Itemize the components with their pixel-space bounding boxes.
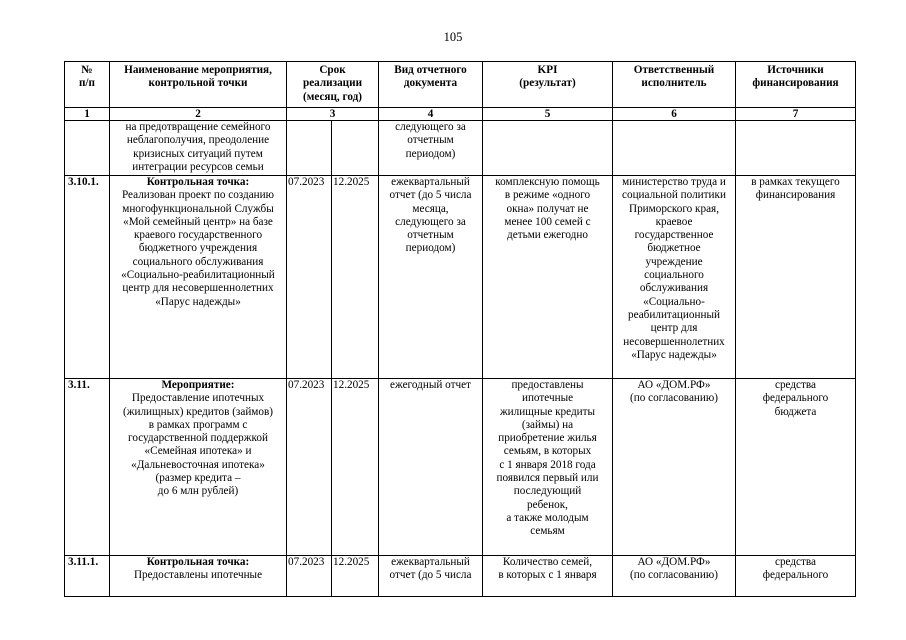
row-end-date: 12.2025	[332, 379, 379, 556]
row-report: ежегодный отчет	[379, 379, 483, 556]
row-report: следующего за отчетным периодом)	[379, 121, 483, 176]
row-financing	[736, 121, 856, 176]
row-kpi: Количество семей, в которых с 1 января	[483, 556, 613, 597]
column-number: 1	[65, 108, 110, 121]
table-row	[65, 379, 856, 556]
row-name-text: Предоставление ипотечных (жилищных) кредитов (займов) в рамках программ с государственной поддержкой «Семейная ипотека» и «Дальневосточная ипотека» (размер кредита – до 6 млн рублей)	[123, 392, 273, 498]
column-number-row	[65, 108, 856, 121]
table-header-row	[65, 62, 856, 108]
row-start-date: 07.2023	[287, 176, 332, 379]
row-name-text: Предоставлены ипотечные	[133, 569, 263, 582]
action-plan-table	[64, 61, 856, 597]
header-responsible: Ответственный исполнитель	[613, 62, 736, 108]
row-kpi	[483, 121, 613, 176]
column-number: 4	[379, 108, 483, 121]
row-financing: средства федерального	[736, 556, 856, 597]
row-number	[65, 121, 110, 176]
column-number: 3	[287, 108, 379, 121]
row-label: Контрольная точка:	[146, 556, 250, 568]
header-number: № п/п	[65, 62, 110, 108]
row-kpi: комплексную помощь в режиме «одного окна» получат не менее 100 семей с детьми ежегодно	[483, 176, 613, 379]
row-financing: в рамках текущего финансирования	[736, 176, 856, 379]
header-term: Срок реализации (месяц, год)	[287, 62, 379, 108]
header-name: Наименование мероприятия, контрольной точки	[110, 62, 287, 108]
row-number: 3.11.	[65, 379, 110, 556]
row-end-date: 12.2025	[332, 176, 379, 379]
row-end-date: 12.2025	[332, 556, 379, 597]
row-start-date	[287, 121, 332, 176]
column-number: 6	[613, 108, 736, 121]
table-row	[65, 556, 856, 597]
row-kpi: предоставлены ипотечные жилищные кредиты (займы) на приобретение жилья семьям, в которых с 1 января 2018 года появился первый или последующий ребенок, а также молодым семьям	[483, 379, 613, 556]
row-label: Контрольная точка:	[146, 176, 250, 188]
column-number: 7	[736, 108, 856, 121]
row-name	[110, 556, 287, 597]
row-name	[110, 121, 287, 176]
row-number: 3.10.1.	[65, 176, 110, 379]
row-number: 3.11.1.	[65, 556, 110, 597]
row-label: Мероприятие:	[161, 379, 235, 391]
page-number: 105	[443, 30, 463, 44]
row-start-date: 07.2023	[287, 556, 332, 597]
header-financing: Источники финансирования	[736, 62, 856, 108]
table-row	[65, 176, 856, 379]
row-name-text: на предотвращение семейного неблагополучия, преодоление кризисных ситуаций путем интеграции ресурсов семьи	[125, 121, 271, 173]
column-number: 5	[483, 108, 613, 121]
row-name	[110, 379, 287, 556]
table-row	[65, 121, 856, 176]
row-responsible: АО «ДОМ.РФ» (по согласованию)	[613, 556, 736, 597]
row-responsible: АО «ДОМ.РФ» (по согласованию)	[613, 379, 736, 556]
row-report: ежеквартальный отчет (до 5 числа	[379, 556, 483, 597]
column-number: 2	[110, 108, 287, 121]
row-name	[110, 176, 287, 379]
header-kpi: KPI (результат)	[483, 62, 613, 108]
row-responsible: министерство труда и социальной политики Приморского края, краевое государственное бюджетное учреждение социального обслуживания «Социально- реабилитационный центр для несовершеннолетних «Парус надежды»	[613, 176, 736, 379]
header-report: Вид отчетного документа	[379, 62, 483, 108]
row-financing: средства федерального бюджета	[736, 379, 856, 556]
row-responsible	[613, 121, 736, 176]
row-start-date: 07.2023	[287, 379, 332, 556]
row-report: ежеквартальный отчет (до 5 числа месяца, следующего за отчетным периодом)	[379, 176, 483, 379]
row-name-text: Реализован проект по созданию многофункциональной Службы «Мой семейный центр» на базе краевого государственного бюджетного учреждения социального обслуживания «Социально-реабилитационный центр для несовершеннолетних «Парус надежды»	[121, 189, 275, 308]
row-end-date	[332, 121, 379, 176]
